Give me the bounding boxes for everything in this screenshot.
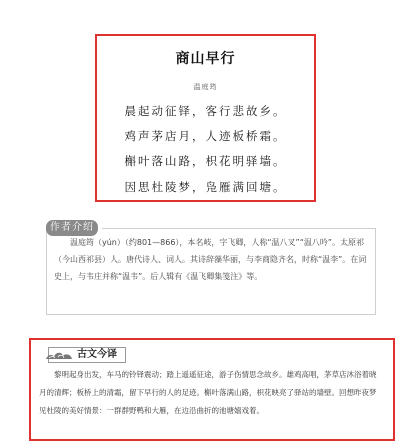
cloud-icon: [45, 350, 73, 361]
poem-line: 晨起动征铎，客行悲故乡。: [124, 104, 287, 118]
translation-header: [48, 347, 126, 363]
poem-author: 温庭筠: [193, 83, 218, 91]
translation-text: 黎明起身出发，车马的铃铎震动；踏上遥遥征途，游子伤情思念故乡。雄鸡高唱，茅草店沐浴着晓月的清辉；板桥上的清霜，留下早行的人的足迹。槲叶落满山路，枳花映亮了驿站的墙壁。回想昨夜梦见杜陵的美好情景：一群群野鸭和大雁，在边沿曲折的池塘嬉戏着。: [39, 370, 377, 415]
translation-box: [29, 338, 395, 441]
author-intro-divider: [102, 228, 376, 229]
poem-line: 鸡声茅店月，人迹板桥霜。: [124, 129, 287, 143]
poem-box: [95, 34, 316, 202]
poem-line: 因思杜陵梦，凫雁满回塘。: [124, 180, 287, 194]
poem-title: 商山早行: [175, 51, 236, 67]
author-intro-section: [46, 220, 376, 316]
author-intro-label: 作者介绍: [46, 220, 98, 236]
poem-line: 槲叶落山路，枳花明驿墙。: [124, 154, 287, 168]
author-intro-text: 温庭筠（yún）（约801—866），本名岐，字飞卿，人称“温八叉”“温八吟”。太原祁（今山西祁县）人。唐代诗人、词人。其诗辞藻华丽，与李商隐齐名，时称“温李”。在词史上，与韦庄并称“温韦”。后人辑有《温飞卿集笺注》等。: [54, 238, 367, 281]
translation-heading: 古文今译: [77, 349, 117, 360]
